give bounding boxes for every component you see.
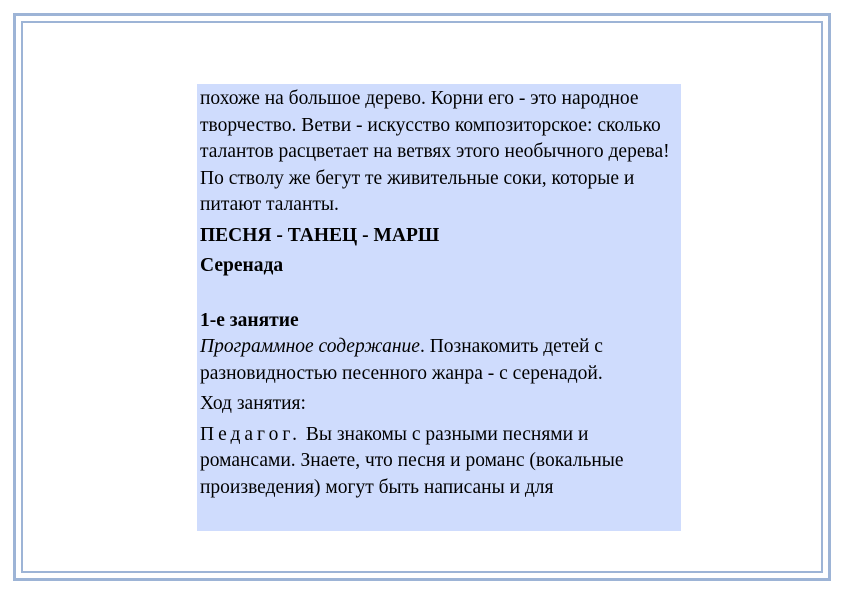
- section-title: ПЕСНЯ - ТАНЕЦ - МАРШ: [200, 224, 440, 246]
- lesson-flow: Ход занятия:: [200, 393, 306, 414]
- subsection-title: Серенада: [200, 255, 284, 276]
- lesson-title: 1-е занятие: [200, 309, 299, 331]
- intro-paragraph: похоже на большое дерево. Корни его - это народное творчество. Ветви - искусство композиторское: сколько талантов расцветает на ветвях этого необычного дерева! По стволу же бегут те живительные соки, которые и питают таланты.: [200, 88, 670, 215]
- program-paragraph: [200, 334, 678, 387]
- teacher-paragraph: [200, 422, 678, 502]
- program-text: . Познакомить детей с разновидностью песенного жанра - с серенадой.: [200, 336, 603, 384]
- speaker-text: Вы знакомы с разными песнями и романсами. Знаете, что песня и романс (вокальные произведения) могут быть написаны и для: [200, 423, 624, 498]
- speaker-label: Педагог.: [200, 423, 301, 445]
- program-label: Программное содержание: [200, 336, 420, 357]
- text-box: [197, 84, 681, 531]
